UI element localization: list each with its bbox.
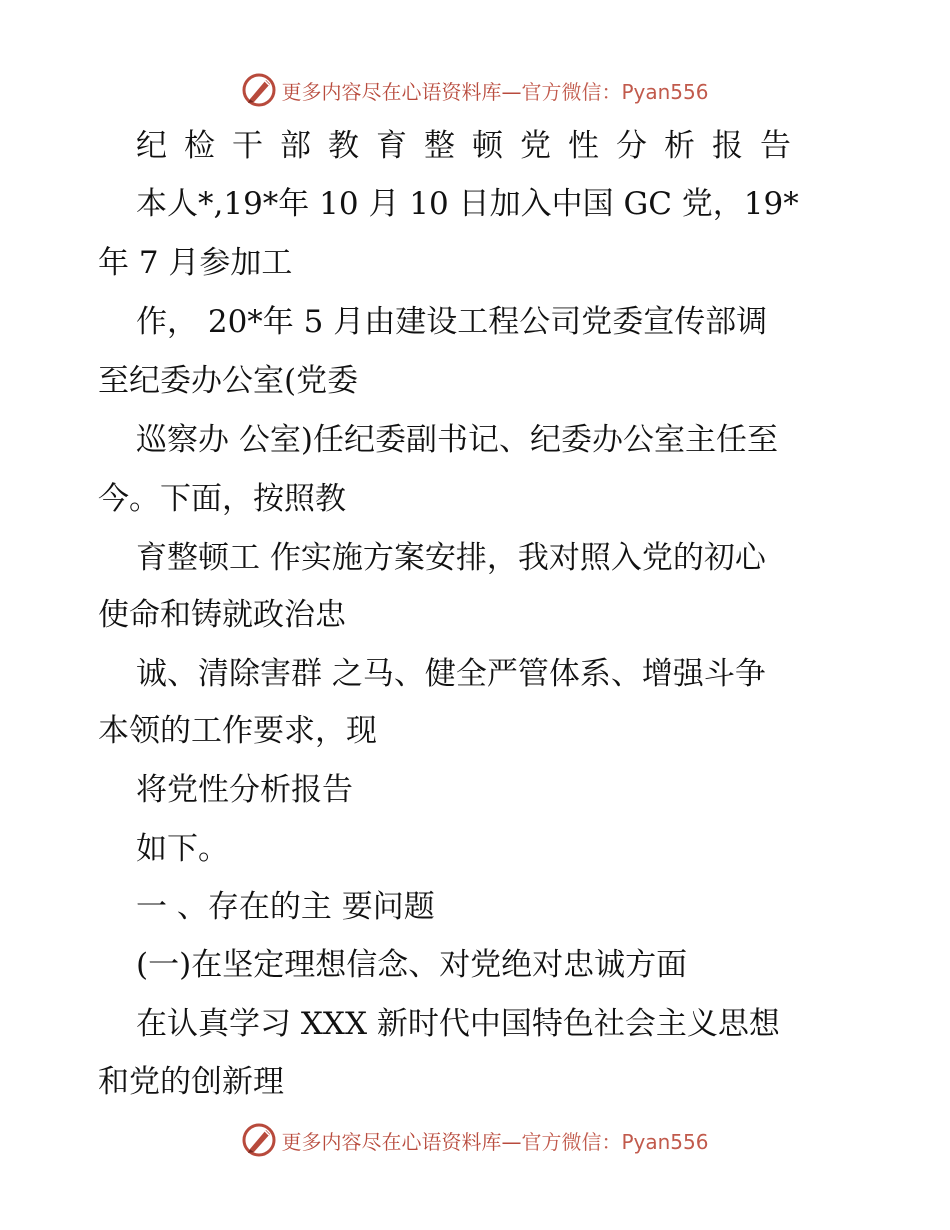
body-line: 至纪委办公室(党委 [98,363,359,399]
body-line: 使命和铸就政治忠 [98,597,346,633]
body-line: 作， 20*年 5 月由建设工程公司党委宣传部调 [136,304,768,340]
body-line: 本领的工作要求，现 [98,713,377,749]
body-line: 将党性分析报告 [136,772,353,808]
body-line: 今。下面，按照教 [98,481,346,517]
banner-text: 更多内容尽在心语资料库— [281,79,522,104]
subsection-heading: (一)在坚定理想信念、对党绝对忠诚方面 [136,947,688,983]
body-line: 巡察办 公室)任纪委副书记、纪委办公室主任至 [136,422,778,458]
watermark-banner-bottom [0,1120,950,1160]
body-line: 如下。 [136,831,229,867]
body-line: 在认真学习 XXX 新时代中国特色社会主义思想 [136,1006,780,1042]
banner-text: 更多内容尽在心语资料库— [281,1129,522,1154]
section-heading: 一 、存在的主 要问题 [136,889,435,925]
banner-wechat: 官方微信：Pyan556 [521,1129,709,1154]
body-line: 本人*,19*年 10 月 10 日加入中国 GC 党，19* [136,186,799,222]
body-line: 育整顿工 作实施方案安排，我对照入党的初心 [136,540,766,576]
pen-logo-icon [241,1122,277,1158]
watermark-banner-top [0,70,950,110]
body-line: 诚、清除害群 之马、健全严管体系、增强斗争 [136,656,766,692]
pen-logo-icon [241,72,277,108]
banner-wechat: 官方微信：Pyan556 [521,79,709,104]
document-title: 纪检干部教育整顿党性分析报告 [136,128,808,164]
body-line: 和党的创新理 [98,1064,284,1100]
body-line: 年 7 月参加工 [98,245,293,281]
